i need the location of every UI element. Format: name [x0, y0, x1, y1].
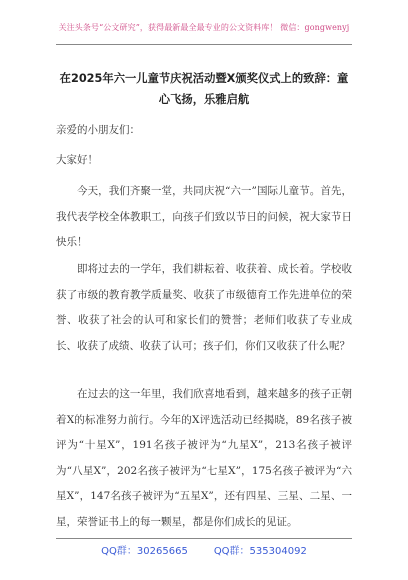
paragraph-1: 今天，我们齐聚一堂，共同庆祝“六一”国际儿童节。首先，我代表学校全体教职工，向孩子们致以节日的问候，祝大家节日快乐！ [56, 185, 352, 248]
footer-divider [56, 538, 352, 539]
paragraph-3: 在过去的这一年里，我们欣喜地看到，越来越多的孩子正朝着X的标准努力前行。今年的X评选活动已经揭晓，89名孩子被评为“十星X”，191名孩子被评为“九星X”，213名孩子被评为“八星X”，202名孩子被评为“七星X”，175名孩子被评为“六星X”，147名孩子被评为“五星X”，还有四星、三星、二星、一星，荣誉证书上的每一颗星，都是你们成长的见证。 [56, 388, 352, 528]
document-title: 在2025年六一儿童节庆祝活动暨X颁奖仪式上的致辞：童心飞扬，乐雅启航 [59, 72, 349, 106]
footer [0, 542, 408, 557]
paragraph-2: 即将过去的一学年，我们耕耘着、收获着、成长着。学校收获了市级的教育教学质量奖、收获了市级德育工作先进单位的荣誉、收获了社会的认可和家长们的赞誉；老师们收获了专业成长、收获了成绩、收获了认可；孩子们，你们又收获了什么呢？ [56, 263, 352, 352]
salutation: 亲爱的小朋友们： [56, 124, 140, 136]
greeting: 大家好！ [56, 154, 98, 166]
header-banner: 关注头条号“公文研究”，获得最新最全最专业的公文资料库！ 微信：gongwenyj [58, 23, 350, 32]
header-divider [56, 44, 352, 45]
footer-qq-group-2: QQ群：535304092 [213, 546, 307, 557]
footer-qq-group-1: QQ群：30265665 [101, 546, 188, 557]
